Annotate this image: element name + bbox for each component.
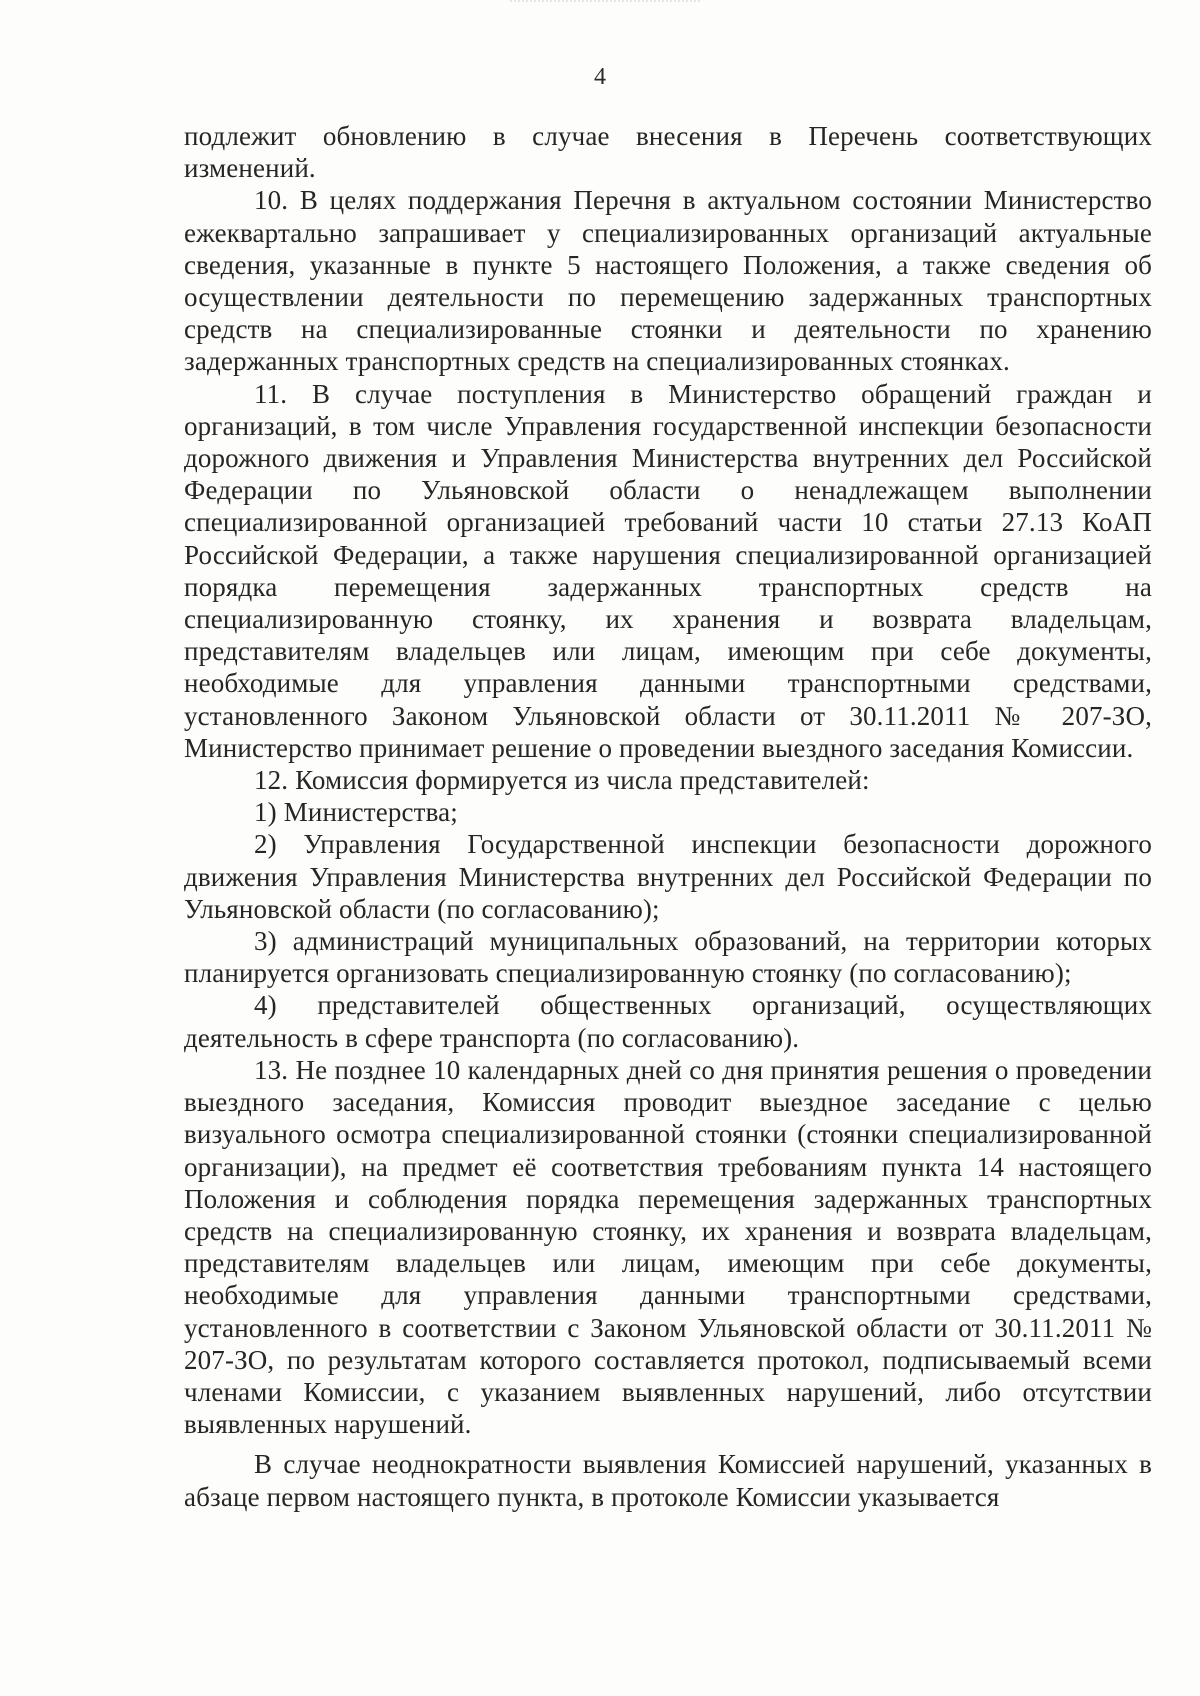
paragraph-item-10: 10. В целях поддержания Перечня в актуальном состоянии Министерство ежеквартально запрашивает у специализированных организаций актуальные сведения, указанные в пункте 5 настоящего Положения, а также сведения об осуществлении деятельности по перемещению задержанных транспортных средств на специализированные стоянки и деятельности по хранению задержанных транспортных средств на специализированных стоянках.: [184, 185, 1152, 377]
list-item-1: 1) Министерства;: [254, 797, 458, 828]
paragraph-continuation: подлежит обновлению в случае внесения в Перечень соответствующих изменений.: [184, 121, 1152, 184]
paragraph-item-13: 13. Не позднее 10 календарных дней со дня принятия решения о проведении выездного заседания, Комиссия проводит выездное заседание с целью визуального осмотра специализированной стоянки (стоянки специализированной организации), на предмет её соответствия требованиям пункта 14 настоящего Положения и соблюдения порядка перемещения задержанных транспортных средств на специализированную стоянку, их хранения и возврата владельцам, представителям владельцев или лицам, имеющим при себе документы, необходимые для управления данными транспортными средствами, установленного в соответствии с Законом Ульяновской области от 30.11.2011 № 207-ЗО, по результатам которого составляется протокол, подписываемый всеми членами Комиссии, с указанием выявленных нарушений, либо отсутствии выявленных нарушений.: [184, 1054, 1152, 1440]
paragraph-item-13-continued: В случае неоднократности выявления Комиссией нарушений, указанных в абзаце первом настоящего пункта, в протоколе Комиссии указывается: [184, 1449, 1152, 1512]
page-number: 4: [594, 64, 606, 90]
scan-artifact: [510, 0, 700, 10]
paragraph-item-11: 11. В случае поступления в Министерство обращений граждан и организаций, в том числе Управления государственной инспекции безопасности дорожного движения и Управления Министерства внутренних дел Российской Федерации по Ульяновской области о ненадлежащем выполнении специализированной организацией требований части 10 статьи 27.13 КоАП Российской Федерации, а также нарушения специализированной организацией порядка перемещения задержанных транспортных средств на специализированную стоянку, их хранения и возврата владельцам, представителям владельцев или лицам, имеющим при себе документы, необходимые для управления данными транспортными средствами, установленного Законом Ульяновской области от 30.11.2011 № 207-ЗО, Министерство принимает решение о проведении выездного заседания Комиссии.: [184, 378, 1152, 763]
document-body: [184, 120, 1152, 1513]
list-item-3: 3) администраций муниципальных образований, на территории которых планируется организовать специализированную стоянку (по согласованию);: [184, 926, 1152, 989]
list-item-4: 4) представителей общественных организаций, осуществляющих деятельность в сфере транспорта (по согласованию).: [184, 990, 1152, 1053]
list-item-2: 2) Управления Государственной инспекции безопасности дорожного движения Управления Министерства внутренних дел Российской Федерации по Ульяновской области (по согласованию);: [184, 829, 1152, 924]
paragraph-item-12: 12. Комиссия формируется из числа представителей:: [254, 765, 870, 796]
